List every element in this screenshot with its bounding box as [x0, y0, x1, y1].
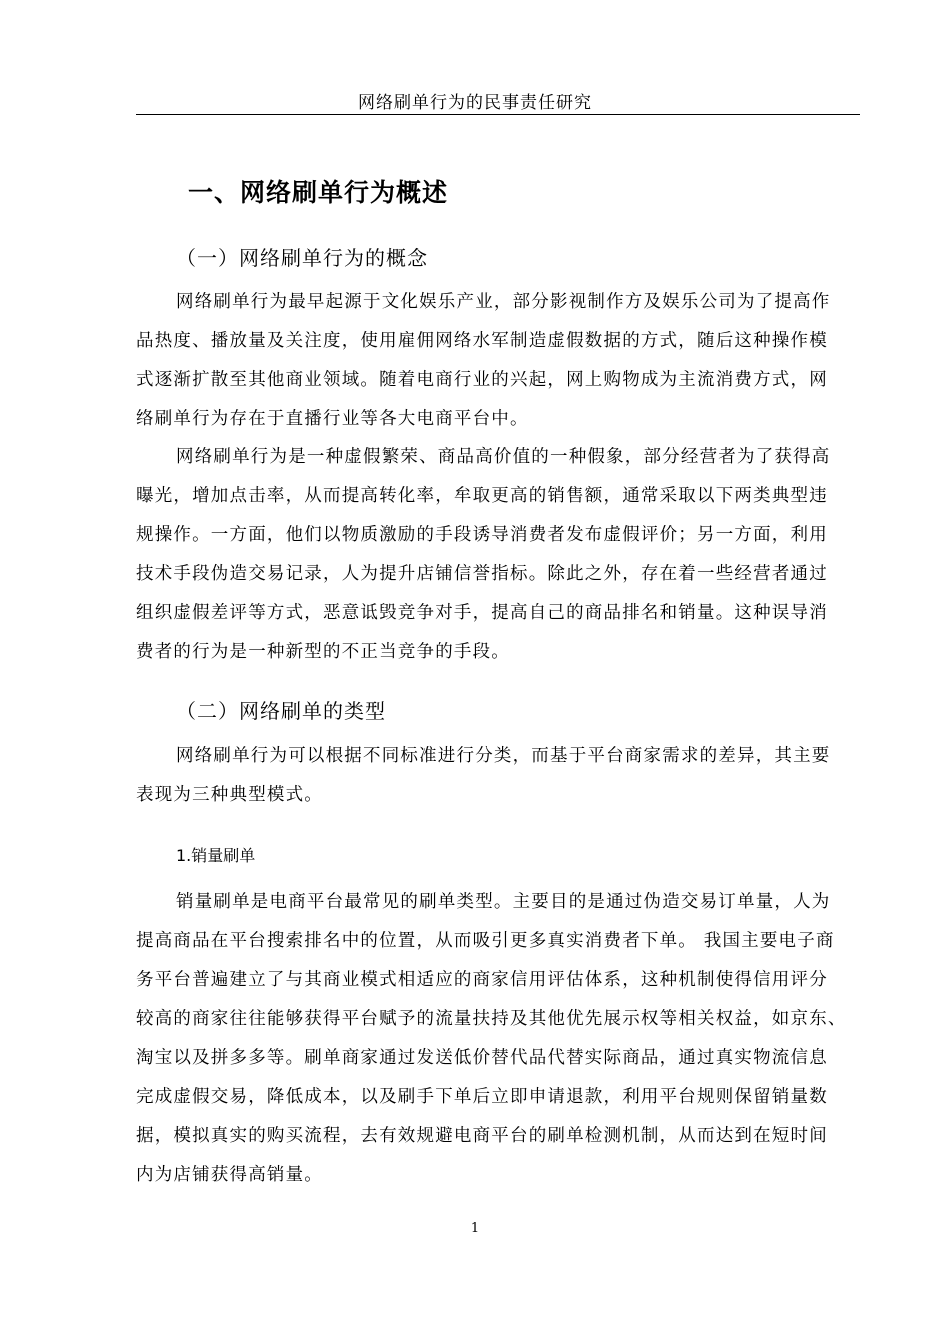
paragraph-line: 淘宝以及拼多多等。刷单商家通过发送低价替代品代替实际商品，通过真实物流信息 [136, 1048, 828, 1068]
page-number: 1 [470, 1221, 480, 1236]
chapter-heading: 一、网络刷单行为概述 [188, 178, 449, 207]
paragraph-line: 完成虚假交易，降低成本，以及刷手下单后立即申请退款，利用平台规则保留销量数 [136, 1087, 828, 1107]
paragraph-line: 品热度、播放量及关注度，使用雇佣网络水军制造虚假数据的方式，随后这种操作模 [136, 331, 828, 351]
paragraph-line: 网络刷单行为是一种虚假繁荣、商品高价值的一种假象，部分经营者为了获得高 [176, 447, 831, 467]
subsection-heading-sales: 1.销量刷单 [176, 846, 256, 865]
section-heading-concept: （一）网络刷单行为的概念 [176, 246, 428, 270]
paragraph-line: 式逐渐扩散至其他商业领域。随着电商行业的兴起，网上购物成为主流消费方式，网 [136, 370, 828, 390]
paragraph-line: 务平台普遍建立了与其商业模式相适应的商家信用评估体系，这种机制使得信用评分 [136, 970, 828, 990]
header-divider [136, 114, 860, 115]
section-heading-types: （二）网络刷单的类型 [176, 699, 386, 723]
paragraph-line: 组织虚假差评等方式，恶意诋毁竞争对手，提高自己的商品排名和销量。这种误导消 [136, 603, 828, 623]
paragraph-line: 提高商品在平台搜索排名中的位置，从而吸引更多真实消费者下单。 我国主要电子商 [136, 931, 835, 951]
paragraph-line: 网络刷单行为最早起源于文化娱乐产业，部分影视制作方及娱乐公司为了提高作 [176, 292, 831, 312]
paragraph-line: 据，模拟真实的购买流程，去有效规避电商平台的刷单检测机制，从而达到在短时间 [136, 1126, 828, 1146]
paragraph-line: 费者的行为是一种新型的不正当竞争的手段。 [136, 642, 510, 662]
paragraph-line: 内为店铺获得高销量。 [136, 1165, 323, 1185]
paragraph-line: 曝光，增加点击率，从而提高转化率，牟取更高的销售额，通常采取以下两类典型违 [136, 486, 828, 506]
paragraph-line: 表现为三种典型模式。 [136, 785, 323, 805]
paragraph-line: 络刷单行为存在于直播行业等各大电商平台中。 [136, 409, 529, 429]
paragraph-line: 网络刷单行为可以根据不同标准进行分类，而基于平台商家需求的差异，其主要 [176, 746, 831, 766]
running-header-title: 网络刷单行为的民事责任研究 [358, 93, 592, 113]
paragraph-line: 较高的商家往往能够获得平台赋予的流量扶持及其他优先展示权等相关权益，如京东、 [136, 1009, 847, 1029]
paragraph-line: 规操作。一方面，他们以物质激励的手段诱导消费者发布虚假评价；另一方面，利用 [136, 525, 828, 545]
paragraph-line: 销量刷单是电商平台最常见的刷单类型。主要目的是通过伪造交易订单量，人为 [176, 892, 831, 912]
paragraph-line: 技术手段伪造交易记录，人为提升店铺信誉指标。除此之外，存在着一些经营者通过 [136, 564, 828, 584]
